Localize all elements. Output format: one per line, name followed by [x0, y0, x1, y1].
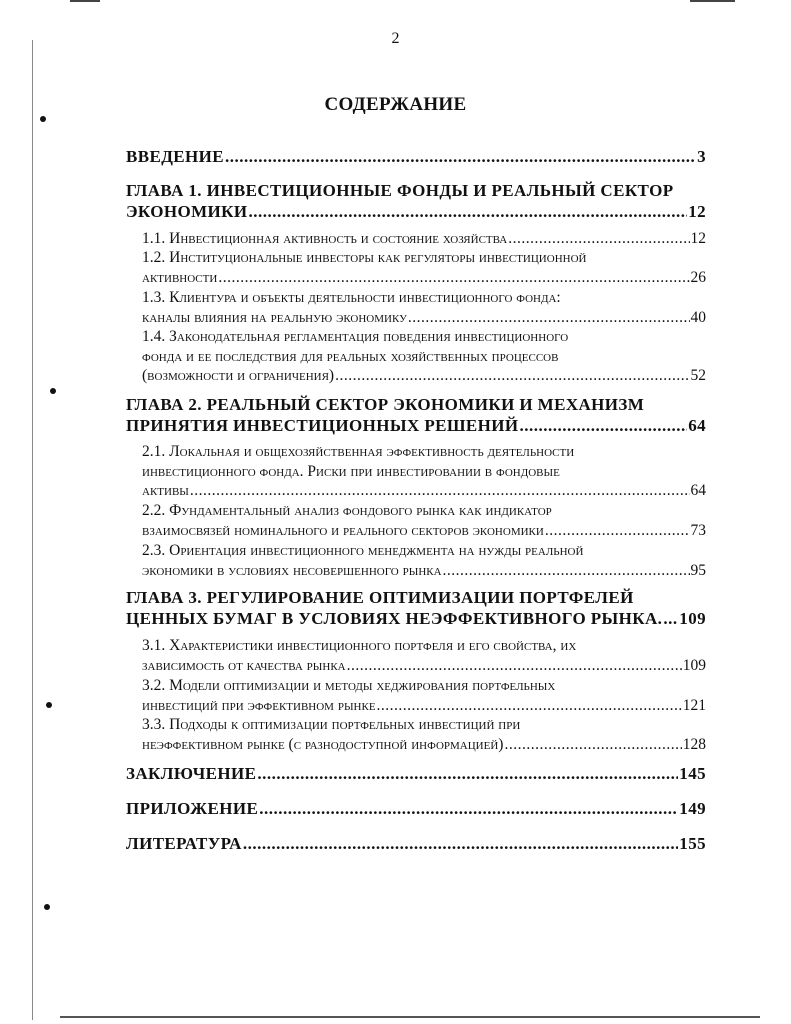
toc-entry-section-2-1[interactable]	[142, 442, 706, 501]
toc-entry-title: зависимость от качества рынка	[142, 656, 346, 674]
dot-leader	[249, 201, 688, 222]
dot-leader	[257, 763, 678, 784]
toc-page-number: 95	[690, 561, 706, 579]
toc-page-number: 52	[690, 367, 706, 384]
toc-page-number: 128	[682, 735, 706, 753]
dot-leader	[545, 521, 690, 541]
punch-hole-mark	[40, 116, 46, 122]
scan-bottom-edge	[60, 1016, 760, 1018]
toc-entry-section-3-1[interactable]	[142, 636, 706, 675]
toc-entry-section-2-3[interactable]	[142, 541, 706, 580]
dot-leader	[520, 415, 688, 436]
toc-entry-section-2-2[interactable]	[142, 501, 706, 540]
toc-page-number: 109	[682, 656, 706, 674]
dot-leader	[408, 308, 690, 328]
punch-hole-mark	[44, 904, 50, 910]
toc-entry-title: инвестиций при эффективном рынке	[142, 696, 376, 714]
toc-entry-title: взаимосвязей номинального и реального секторов экономики	[142, 521, 544, 539]
scan-edge-mark	[690, 0, 735, 2]
toc-entry-title: ГЛАВА 2. РЕАЛЬНЫЙ СЕКТОР ЭКОНОМИКИ И МЕХАНИЗМ	[126, 395, 645, 414]
toc-page-number: 64	[690, 482, 706, 499]
punch-hole-mark	[50, 388, 56, 394]
toc-entry-section-3-3[interactable]	[142, 715, 706, 754]
toc-entry-title: ЭКОНОМИКИ	[126, 202, 248, 221]
toc-entry-title: неэффективном рынке (с разнодоступной информацией)	[142, 735, 504, 753]
toc-entry-conclusion[interactable]	[126, 763, 706, 784]
toc-entry-title: ГЛАВА 3. РЕГУЛИРОВАНИЕ ОПТИМИЗАЦИИ ПОРТФЕЛЕЙ	[126, 588, 634, 607]
toc-entry-title: активы	[142, 482, 189, 499]
toc-entry-title: 1.1. Инвестиционная активность и состояние хозяйства	[142, 230, 508, 247]
dot-leader	[243, 833, 678, 854]
toc-entry-title: 2.3. Ориентация инвестиционного менеджмента на нужды реальной	[142, 542, 584, 559]
toc-entry-title: активности	[142, 268, 218, 286]
toc-entry-chapter-3[interactable]	[126, 587, 706, 629]
toc-page-number: 121	[682, 696, 706, 714]
toc-entry-title: 1.2. Институциональные инвесторы как регуляторы инвестиционной	[142, 249, 587, 266]
toc-entry-references[interactable]	[126, 833, 706, 854]
dot-leader	[508, 229, 689, 249]
toc-entry-title: (возможности и ограничения)	[142, 367, 335, 384]
toc-entry-title: 2.2. Фундаментальный анализ фондового рынка как индикатор	[142, 502, 552, 519]
dot-leader	[377, 696, 682, 716]
toc-entry-section-3-2[interactable]	[142, 676, 706, 715]
toc-entry-title: фонда и ее последствия для реальных хозяйственных процессов	[142, 347, 559, 365]
toc-entry-section-1-3[interactable]	[142, 288, 706, 327]
toc-page-number: 145	[679, 764, 706, 783]
toc-entry-section-1-2[interactable]	[142, 248, 706, 287]
dot-leader	[259, 798, 678, 819]
dot-leader	[443, 561, 690, 581]
page-number: 2	[391, 30, 400, 47]
dot-leader	[504, 735, 681, 755]
toc-page-number: 155	[679, 834, 706, 853]
toc-page-number: 40	[690, 308, 706, 326]
toc-entry-title: 2.1. Локальная и общехозяйственная эффективность деятельности	[142, 443, 575, 460]
toc-page-number: 64	[688, 416, 706, 435]
toc-title: СОДЕРЖАНИЕ	[324, 94, 467, 115]
toc-page-number: 73	[690, 521, 706, 539]
dot-leader	[347, 656, 682, 676]
toc-entry-title: 3.1. Характеристики инвестиционного портфеля и его свойства, их	[142, 637, 577, 654]
toc-entry-chapter-1[interactable]	[126, 180, 706, 222]
toc-entry-introduction[interactable]	[126, 146, 706, 167]
toc-entry-chapter-2[interactable]	[126, 394, 706, 436]
toc-entry-appendix[interactable]	[126, 798, 706, 819]
toc-entry-title: ПРИЛОЖЕНИЕ	[126, 799, 259, 818]
toc-entry-title: ВВЕДЕНИЕ	[126, 147, 225, 166]
toc-entry-title: инвестиционного фонда. Риски при инвестировании в фондовые	[142, 462, 560, 480]
toc-entry-title: ЛИТЕРАТУРА	[126, 834, 242, 853]
dot-leader	[190, 481, 690, 501]
toc-entry-title: 3.3. Подходы к оптимизации портфельных инвестиций при	[142, 716, 521, 733]
toc-page-number: 109	[679, 609, 706, 628]
toc-page-number: 12	[690, 230, 706, 247]
margin-shadow	[32, 40, 33, 1020]
toc-entry-title: 1.4. Законодательная регламентация поведения инвестиционного	[142, 328, 569, 345]
punch-hole-mark	[46, 702, 52, 708]
toc-page-number: 149	[679, 799, 706, 818]
toc-page-number: 26	[690, 268, 706, 286]
scan-edge-mark	[70, 0, 100, 2]
dot-leader	[218, 268, 689, 288]
dot-leader	[225, 146, 696, 167]
toc-entry-title: ЦЕННЫХ БУМАГ В УСЛОВИЯХ НЕЭФФЕКТИВНОГО РЫНКА.	[126, 609, 663, 628]
toc-entry-title: ГЛАВА 1. ИНВЕСТИЦИОННЫЕ ФОНДЫ И РЕАЛЬНЫЙ СЕКТОР	[126, 181, 674, 200]
toc-page-number: 3	[697, 147, 706, 166]
toc-entry-section-1-1[interactable]	[142, 229, 706, 249]
toc-entry-title: экономики в условиях несовершенного рынка	[142, 561, 442, 579]
toc-entry-title: ПРИНЯТИЯ ИНВЕСТИЦИОННЫХ РЕШЕНИЙ	[126, 416, 519, 435]
toc-page-number: 12	[688, 202, 706, 221]
toc-entry-title: ЗАКЛЮЧЕНИЕ	[126, 764, 257, 783]
toc-entry-title: 1.3. Клиентура и объекты деятельности инвестиционного фонда:	[142, 289, 561, 306]
dot-leader	[663, 608, 678, 629]
toc-entry-title: каналы влияния на реальную экономику	[142, 308, 407, 326]
toc-entry-title: 3.2. Модели оптимизации и методы хеджирования портфельных	[142, 677, 556, 694]
toc-entry-section-1-4[interactable]	[142, 327, 706, 386]
dot-leader	[335, 366, 689, 386]
